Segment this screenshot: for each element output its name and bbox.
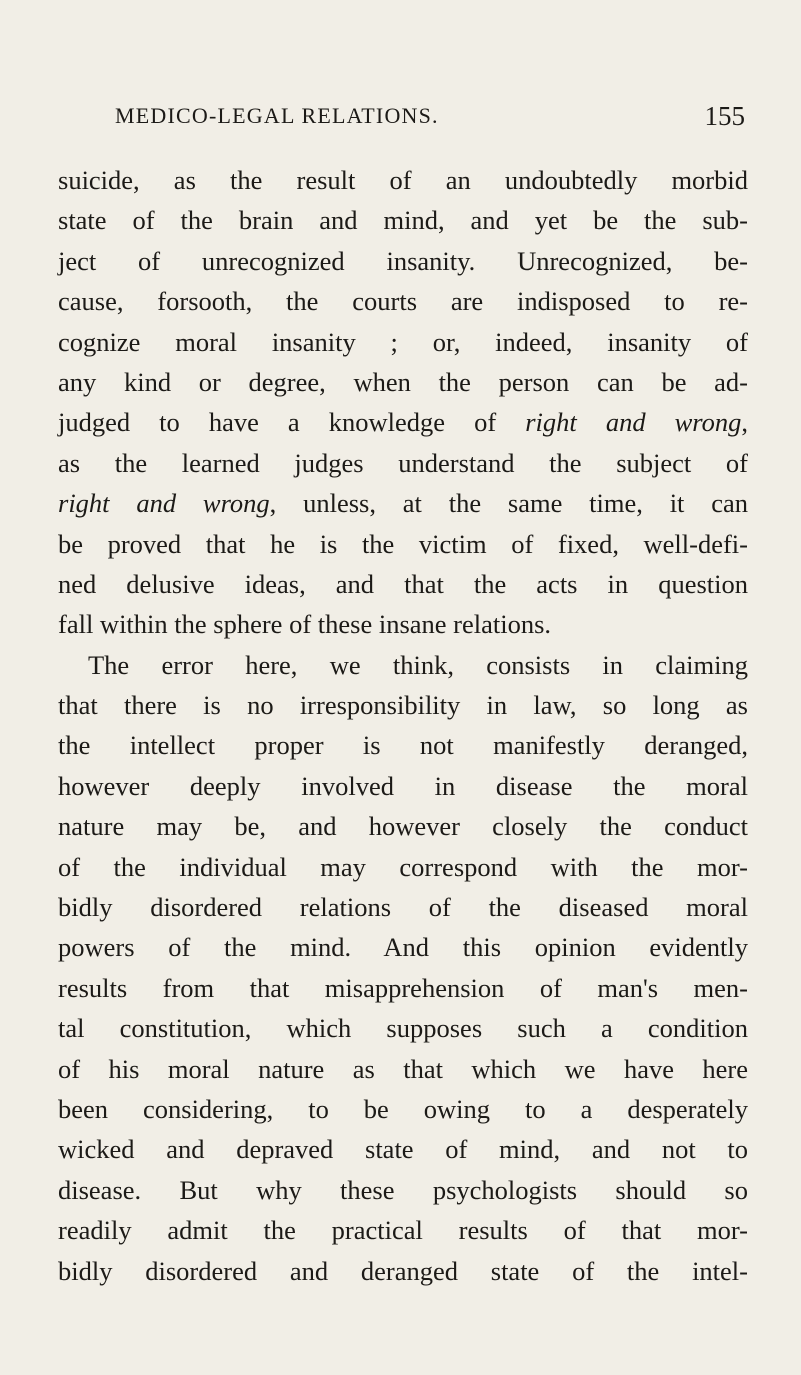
text-segment: ,: [741, 407, 748, 438]
text-line: however deeply involved in disease the moral: [58, 770, 748, 801]
text-line-with-italic: [58, 402, 748, 442]
text-line: disease. But why these psychologists should so: [58, 1174, 748, 1205]
paragraph-start-line: The error here, we think, consists in claiming: [88, 649, 748, 680]
text-line: bidly disordered and deranged state of the intel-: [58, 1255, 748, 1286]
text-line: suicide, as the result of an undoubtedly morbid: [58, 165, 748, 195]
text-line: wicked and depraved state of mind, and not to: [58, 1134, 748, 1165]
text-line: ned delusive ideas, and that the acts in question: [58, 568, 748, 599]
text-line: any kind or degree, when the person can be ad-: [58, 366, 748, 397]
text-segment: , unless, at the same time, it can: [269, 488, 749, 519]
text-line: state of the brain and mind, and yet be the sub-: [58, 205, 748, 236]
running-head: [115, 103, 745, 133]
text-line: powers of the mind. And this opinion evidently: [58, 932, 748, 963]
italic-phrase: right and wrong: [525, 407, 742, 438]
text-line-with-italic: [58, 483, 748, 523]
text-line: tal constitution, which supposes such a condition: [58, 1013, 748, 1044]
text-line: of his moral nature as that which we have here: [58, 1053, 748, 1084]
text-line: nature may be, and however closely the conduct: [58, 811, 748, 842]
header-title: MEDICO-LEGAL RELATIONS.: [115, 103, 439, 128]
text-line: that there is no irresponsibility in law, so long as: [58, 690, 748, 721]
text-line: bidly disordered relations of the diseased moral: [58, 892, 748, 923]
text-line: as the learned judges understand the subject of: [58, 447, 748, 478]
text-line: be proved that he is the victim of fixed, well-defi-: [58, 528, 748, 559]
text-segment: judged to have a knowledge of: [58, 407, 526, 438]
text-line: been considering, to be owing to a desperately: [58, 1093, 748, 1124]
text-line: ject of unrecognized insanity. Unrecognized, be-: [58, 245, 748, 276]
text-line: readily admit the practical results of that mor-: [58, 1215, 748, 1246]
text-line: cause, forsooth, the courts are indisposed to re-: [58, 286, 748, 317]
text-line: of the individual may correspond with the mor-: [58, 851, 748, 882]
body-text: [58, 160, 748, 1291]
text-line: results from that misapprehension of man's men-: [58, 972, 748, 1003]
italic-phrase: right and wrong: [58, 488, 270, 519]
text-line: cognize moral insanity ; or, indeed, insanity of: [58, 326, 748, 357]
paragraph-end-line: fall within the sphere of these insane relations.: [58, 609, 552, 640]
text-line: the intellect proper is not manifestly deranged,: [58, 730, 748, 761]
page-number: 155: [704, 101, 745, 131]
